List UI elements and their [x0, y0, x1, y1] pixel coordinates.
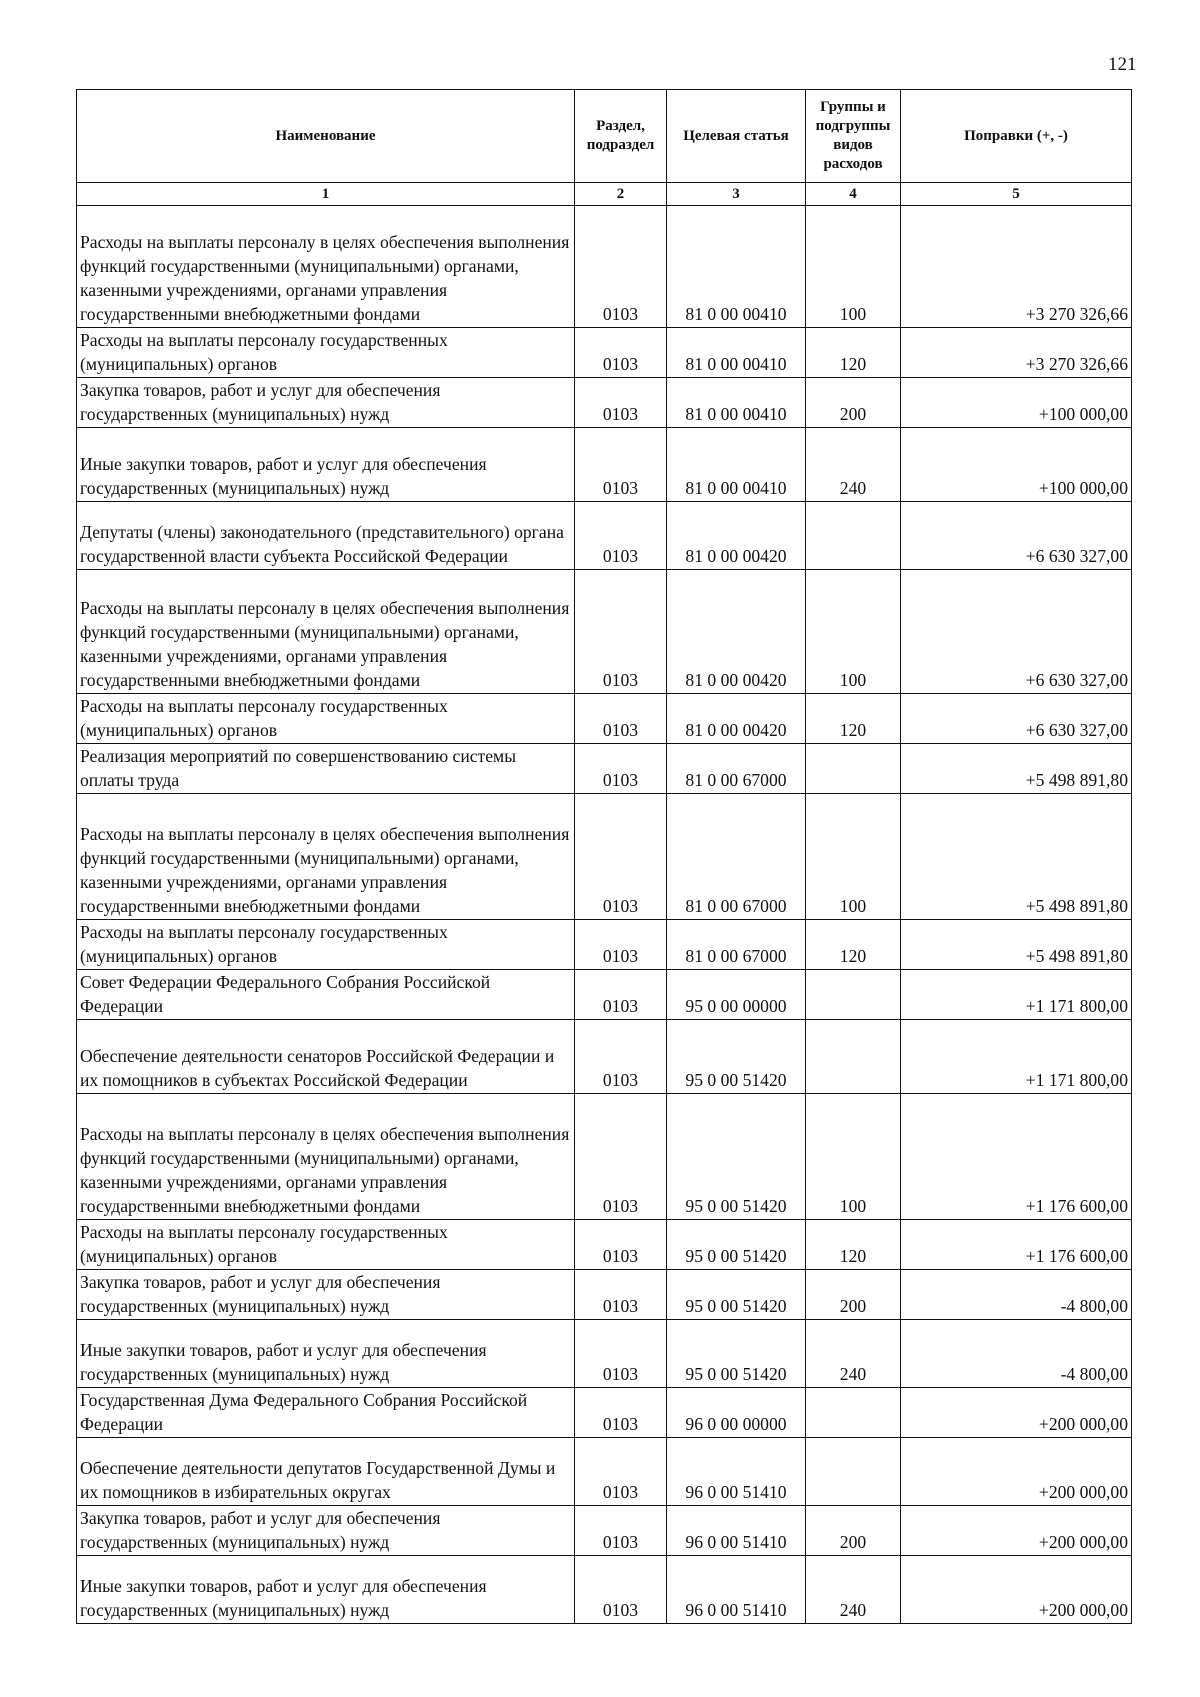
row-amount-cell: +1 171 800,00: [901, 970, 1132, 1020]
table-row: [77, 1556, 1132, 1624]
row-section-cell: 0103: [575, 328, 667, 378]
row-group-cell: 100: [806, 1094, 901, 1220]
row-target-cell: 95 0 00 51420: [667, 1220, 806, 1270]
row-amount-cell: -4 800,00: [901, 1270, 1132, 1320]
row-amount-cell: +3 270 326,66: [901, 328, 1132, 378]
row-group-cell: 120: [806, 328, 901, 378]
row-name-cell: Расходы на выплаты персоналу в целях обеспечения выполнения функций государственными (муниципальными) органами, казенными учреждениями, органами управления государственными внебюджетными фондами: [77, 1094, 575, 1220]
row-name-cell: Расходы на выплаты персоналу в целях обеспечения выполнения функций государственными (муниципальными) органами, казенными учреждениями, органами управления государственными внебюджетными фондами: [77, 570, 575, 694]
row-section-cell: 0103: [575, 1094, 667, 1220]
row-section-cell: 0103: [575, 970, 667, 1020]
table-row: [77, 570, 1132, 694]
row-section-cell: 0103: [575, 1388, 667, 1438]
row-name-cell: Совет Федерации Федерального Собрания Российской Федерации: [77, 970, 575, 1020]
header-target: Целевая статья: [667, 90, 806, 183]
table-row: [77, 428, 1132, 502]
row-group-cell: [806, 1438, 901, 1506]
row-section-cell: 0103: [575, 1506, 667, 1556]
row-name-cell: Иные закупки товаров, работ и услуг для обеспечения государственных (муниципальных) нужд: [77, 1320, 575, 1388]
row-section-cell: 0103: [575, 794, 667, 920]
row-section-cell: 0103: [575, 1438, 667, 1506]
row-name-cell: Обеспечение деятельности сенаторов Российской Федерации и их помощников в субъектах Российской Федерации: [77, 1020, 575, 1094]
row-target-cell: 81 0 00 00420: [667, 694, 806, 744]
column-number-row: [77, 183, 1132, 206]
row-group-cell: [806, 744, 901, 794]
row-amount-cell: +1 176 600,00: [901, 1094, 1132, 1220]
row-amount-cell: +1 176 600,00: [901, 1220, 1132, 1270]
column-number: 3: [667, 183, 806, 206]
row-section-cell: 0103: [575, 1270, 667, 1320]
row-group-cell: 120: [806, 694, 901, 744]
table-row: [77, 1020, 1132, 1094]
table-row: [77, 206, 1132, 328]
table-row: [77, 1220, 1132, 1270]
table-row: [77, 328, 1132, 378]
table-row: [77, 1388, 1132, 1438]
row-section-cell: 0103: [575, 920, 667, 970]
row-amount-cell: +6 630 327,00: [901, 570, 1132, 694]
row-target-cell: 81 0 00 00410: [667, 378, 806, 428]
row-target-cell: 81 0 00 00420: [667, 570, 806, 694]
column-number: 5: [901, 183, 1132, 206]
row-amount-cell: +200 000,00: [901, 1556, 1132, 1624]
row-amount-cell: +100 000,00: [901, 378, 1132, 428]
row-section-cell: 0103: [575, 1320, 667, 1388]
row-name-cell: Закупка товаров, работ и услуг для обеспечения государственных (муниципальных) нужд: [77, 378, 575, 428]
row-target-cell: 81 0 00 67000: [667, 744, 806, 794]
row-target-cell: 96 0 00 51410: [667, 1506, 806, 1556]
row-section-cell: 0103: [575, 694, 667, 744]
row-target-cell: 96 0 00 51410: [667, 1438, 806, 1506]
row-target-cell: 81 0 00 67000: [667, 794, 806, 920]
table-row: [77, 794, 1132, 920]
row-name-cell: Расходы на выплаты персоналу государственных (муниципальных) органов: [77, 1220, 575, 1270]
row-section-cell: 0103: [575, 1220, 667, 1270]
row-target-cell: 95 0 00 51420: [667, 1270, 806, 1320]
table-row: [77, 1438, 1132, 1506]
row-amount-cell: +5 498 891,80: [901, 920, 1132, 970]
row-target-cell: 81 0 00 00410: [667, 328, 806, 378]
budget-amendments-table: [76, 89, 1132, 1624]
table-row: [77, 502, 1132, 570]
row-name-cell: Расходы на выплаты персоналу в целях обеспечения выполнения функций государственными (муниципальными) органами, казенными учреждениями, органами управления государственными внебюджетными фондами: [77, 206, 575, 328]
table-row: [77, 694, 1132, 744]
row-amount-cell: +3 270 326,66: [901, 206, 1132, 328]
row-amount-cell: +6 630 327,00: [901, 694, 1132, 744]
column-number: 1: [77, 183, 575, 206]
row-section-cell: 0103: [575, 378, 667, 428]
row-group-cell: 240: [806, 1556, 901, 1624]
row-target-cell: 95 0 00 00000: [667, 970, 806, 1020]
row-group-cell: 240: [806, 1320, 901, 1388]
column-number: 2: [575, 183, 667, 206]
row-amount-cell: -4 800,00: [901, 1320, 1132, 1388]
row-section-cell: 0103: [575, 744, 667, 794]
row-section-cell: 0103: [575, 1556, 667, 1624]
row-target-cell: 81 0 00 00420: [667, 502, 806, 570]
row-amount-cell: +200 000,00: [901, 1506, 1132, 1556]
table-row: [77, 970, 1132, 1020]
row-section-cell: 0103: [575, 1020, 667, 1094]
page-number: 121: [1108, 54, 1137, 75]
row-group-cell: 100: [806, 570, 901, 694]
row-target-cell: 81 0 00 00410: [667, 206, 806, 328]
row-name-cell: Депутаты (члены) законодательного (представительного) органа государственной власти субъекта Российской Федерации: [77, 502, 575, 570]
row-target-cell: 96 0 00 51410: [667, 1556, 806, 1624]
row-group-cell: [806, 1020, 901, 1094]
row-amount-cell: +6 630 327,00: [901, 502, 1132, 570]
header-section: Раздел, подраздел: [575, 90, 667, 183]
row-group-cell: [806, 1388, 901, 1438]
row-name-cell: Закупка товаров, работ и услуг для обеспечения государственных (муниципальных) нужд: [77, 1506, 575, 1556]
row-section-cell: 0103: [575, 570, 667, 694]
row-amount-cell: +200 000,00: [901, 1438, 1132, 1506]
row-name-cell: Иные закупки товаров, работ и услуг для обеспечения государственных (муниципальных) нужд: [77, 1556, 575, 1624]
row-section-cell: 0103: [575, 206, 667, 328]
table-row: [77, 920, 1132, 970]
row-target-cell: 95 0 00 51420: [667, 1320, 806, 1388]
table-row: [77, 1270, 1132, 1320]
table-body: [77, 206, 1132, 1624]
row-group-cell: [806, 502, 901, 570]
row-group-cell: 200: [806, 1270, 901, 1320]
table-row: [77, 1506, 1132, 1556]
row-target-cell: 96 0 00 00000: [667, 1388, 806, 1438]
row-target-cell: 81 0 00 67000: [667, 920, 806, 970]
row-group-cell: 100: [806, 794, 901, 920]
header-row: [77, 90, 1132, 183]
row-group-cell: [806, 970, 901, 1020]
row-name-cell: Государственная Дума Федерального Собрания Российской Федерации: [77, 1388, 575, 1438]
row-name-cell: Расходы на выплаты персоналу государственных (муниципальных) органов: [77, 694, 575, 744]
header-name: Наименование: [77, 90, 575, 183]
header-groups: Группы и подгруппы видов расходов: [806, 90, 901, 183]
row-name-cell: Иные закупки товаров, работ и услуг для обеспечения государственных (муниципальных) нужд: [77, 428, 575, 502]
row-group-cell: 200: [806, 378, 901, 428]
header-amendments: Поправки (+, -): [901, 90, 1132, 183]
table-row: [77, 1094, 1132, 1220]
row-name-cell: Расходы на выплаты персоналу в целях обеспечения выполнения функций государственными (муниципальными) органами, казенными учреждениями, органами управления государственными внебюджетными фондами: [77, 794, 575, 920]
table-row: [77, 744, 1132, 794]
row-group-cell: 120: [806, 920, 901, 970]
row-target-cell: 95 0 00 51420: [667, 1020, 806, 1094]
row-section-cell: 0103: [575, 502, 667, 570]
row-section-cell: 0103: [575, 428, 667, 502]
row-name-cell: Закупка товаров, работ и услуг для обеспечения государственных (муниципальных) нужд: [77, 1270, 575, 1320]
row-amount-cell: +5 498 891,80: [901, 794, 1132, 920]
column-number: 4: [806, 183, 901, 206]
table-row: [77, 1320, 1132, 1388]
row-amount-cell: +5 498 891,80: [901, 744, 1132, 794]
table-row: [77, 378, 1132, 428]
row-group-cell: 100: [806, 206, 901, 328]
row-target-cell: 95 0 00 51420: [667, 1094, 806, 1220]
row-amount-cell: +200 000,00: [901, 1388, 1132, 1438]
row-amount-cell: +1 171 800,00: [901, 1020, 1132, 1094]
row-name-cell: Расходы на выплаты персоналу государственных (муниципальных) органов: [77, 920, 575, 970]
row-target-cell: 81 0 00 00410: [667, 428, 806, 502]
row-name-cell: Обеспечение деятельности депутатов Государственной Думы и их помощников в избирательных округах: [77, 1438, 575, 1506]
row-group-cell: 120: [806, 1220, 901, 1270]
row-group-cell: 200: [806, 1506, 901, 1556]
row-group-cell: 240: [806, 428, 901, 502]
row-name-cell: Реализация мероприятий по совершенствованию системы оплаты труда: [77, 744, 575, 794]
row-name-cell: Расходы на выплаты персоналу государственных (муниципальных) органов: [77, 328, 575, 378]
row-amount-cell: +100 000,00: [901, 428, 1132, 502]
